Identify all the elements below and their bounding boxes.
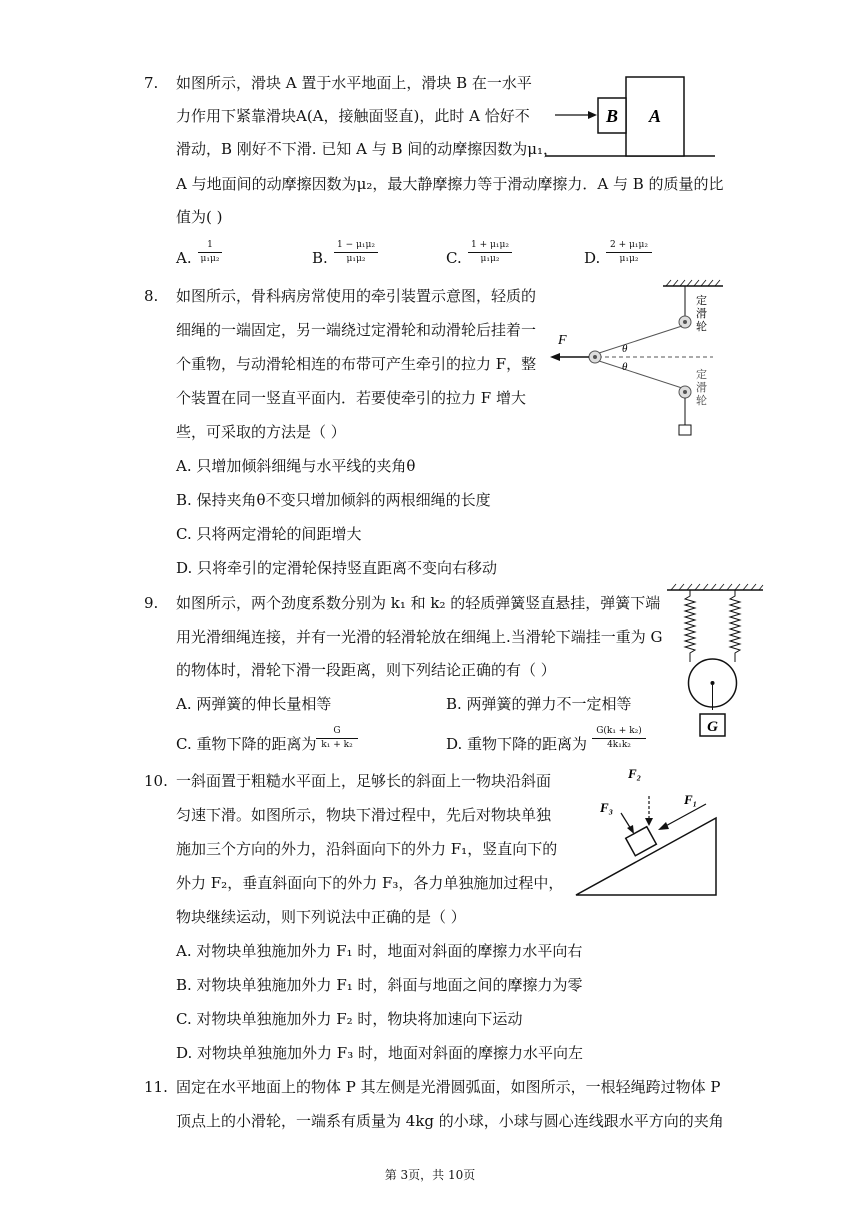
q8-line-5: 些，可采取的方法是（ ） <box>176 423 346 441</box>
q9-option-c-fraction: G k₁ + k₂ <box>316 726 358 751</box>
q8-line-1: 如图所示，骨科病房常使用的牵引装置示意图，轻质的 <box>176 287 537 305</box>
q8-option-b: B. 保持夹角θ不变只增加倾斜的两根细绳的长度 <box>176 491 491 509</box>
q7-label-a: A <box>648 106 662 126</box>
q8-label-theta-top: θ <box>622 343 628 355</box>
q9-option-a: A. 两弹簧的伸长量相等 <box>176 695 332 713</box>
q10-figure <box>574 764 724 899</box>
q7-option-c-fraction: 1 + μ₁μ₂ μ₁μ₂ <box>468 240 512 265</box>
q9-line-1: 如图所示，两个劲度系数分别为 k₁ 和 k₂ 的轻质弹簧竖直悬挂，弹簧下端 <box>176 594 661 612</box>
q7-option-a-fraction: 1 μ₁μ₂ <box>198 240 222 265</box>
q9-option-d: D. 重物下降的距离为 <box>446 735 588 753</box>
q7-line-5: 值为( ) <box>176 208 223 226</box>
q10-option-b: B. 对物块单独施加外力 F₁ 时，斜面与地面之间的摩擦力为零 <box>176 976 583 994</box>
q9-line-2: 用光滑细绳连接，并有一光滑的轻滑轮放在细绳上.当滑轮下端挂一重为 G <box>176 628 663 646</box>
q8-figure <box>548 278 728 438</box>
q7-option-b-fraction: 1 − μ₁μ₂ μ₁μ₂ <box>334 240 378 265</box>
q7-option-a-letter: A. <box>176 249 192 267</box>
q10-line-5: 物块继续运动，则下列说法中正确的是（ ） <box>176 908 466 926</box>
q7-option-d-letter: D. <box>584 249 601 267</box>
q8-label-pulley-top: 定滑轮 <box>696 294 707 333</box>
q7-figure <box>545 72 715 162</box>
q7-line-4: A 与地面间的动摩擦因数为μ₂，最大静摩擦力等于滑动摩擦力．A 与 B 的质量的比 <box>176 175 724 193</box>
q9-number: 9. <box>144 594 159 612</box>
q8-line-3: 个重物，与动滑轮相连的布带可产生牵引的拉力 F，整 <box>176 355 537 373</box>
q7-option-c-letter: C. <box>446 249 462 267</box>
q10-line-3: 施加三个方向的外力，沿斜面向下的外力 F₁，竖直向下的 <box>176 840 558 858</box>
q10-label-f1: F₁ <box>684 792 698 807</box>
q7-option-b-letter: B. <box>312 249 328 267</box>
q9-option-c: C. 重物下降的距离为 <box>176 735 317 753</box>
q10-line-2: 匀速下滑。如图所示，物块下滑过程中，先后对物块单独 <box>176 806 552 824</box>
q10-option-d: D. 对物块单独施加外力 F₃ 时，地面对斜面的摩擦力水平向左 <box>176 1044 583 1062</box>
q10-line-4: 外力 F₂，垂直斜面向下的外力 F₃，各力单独施加过程中， <box>176 874 564 892</box>
q7-line-2: 力作用下紧靠滑块A(A，接触面竖直)，此时 A 恰好不 <box>176 107 530 125</box>
q10-number: 10. <box>144 772 168 790</box>
q9-option-b: B. 两弹簧的弹力不一定相等 <box>446 695 632 713</box>
q7-number: 7. <box>144 74 159 92</box>
q8-option-c: C. 只将两定滑轮的间距增大 <box>176 525 362 543</box>
q9-option-d-fraction: G(k₁ + k₂) 4k₁k₂ <box>592 726 646 751</box>
q10-label-f2: F₂ <box>628 766 642 781</box>
q8-option-a: A. 只增加倾斜细绳与水平线的夹角θ <box>176 457 416 475</box>
q9-line-3: 的物体时，滑轮下滑一段距离，则下列结论正确的有（ ） <box>176 661 556 679</box>
q7-option-d-fraction: 2 + μ₁μ₂ μ₁μ₂ <box>606 240 652 265</box>
q10-line-1: 一斜面置于粗糙水平面上，足够长的斜面上一物块沿斜面 <box>176 772 552 790</box>
q10-option-c: C. 对物块单独施加外力 F₂ 时，物块将加速向下运动 <box>176 1010 523 1028</box>
q8-line-2: 细绳的一端固定，另一端绕过定滑轮和动滑轮后挂着一 <box>176 321 537 339</box>
q8-label-theta-bottom: θ <box>622 361 628 373</box>
q8-label-f: F <box>558 333 567 348</box>
q7-line-3: 滑动，B 刚好不下滑. 已知 A 与 B 间的动摩擦因数为μ₁， <box>176 140 559 158</box>
q11-line-1: 固定在水平地面上的物体 P 其左侧是光滑圆弧面，如图所示，一根轻绳跨过物体 P <box>176 1078 721 1096</box>
q11-line-2: 顶点上的小滑轮，一端系有质量为 4kg 的小球，小球与圆心连线跟水平方向的夹角 <box>176 1112 724 1130</box>
q7-line-1: 如图所示，滑块 A 置于水平地面上，滑块 B 在一水平 <box>176 74 532 92</box>
q8-line-4: 个装置在同一竖直平面内．若要使牵引的拉力 F 增大 <box>176 389 526 407</box>
q9-figure <box>665 582 765 742</box>
q8-option-d: D. 只将牵引的定滑轮保持竖直距离不变向右移动 <box>176 559 498 577</box>
q11-number: 11. <box>144 1078 168 1096</box>
q8-number: 8. <box>144 287 159 305</box>
q8-label-pulley-bottom: 定滑轮 <box>696 368 707 407</box>
q10-label-f3: F₃ <box>600 800 614 815</box>
q10-option-a: A. 对物块单独施加外力 F₁ 时，地面对斜面的摩擦力水平向右 <box>176 942 583 960</box>
q7-label-b: B <box>605 106 619 126</box>
page-footer: 第 3页，共 10页 <box>384 1168 476 1182</box>
q9-label-g: G <box>707 719 718 735</box>
